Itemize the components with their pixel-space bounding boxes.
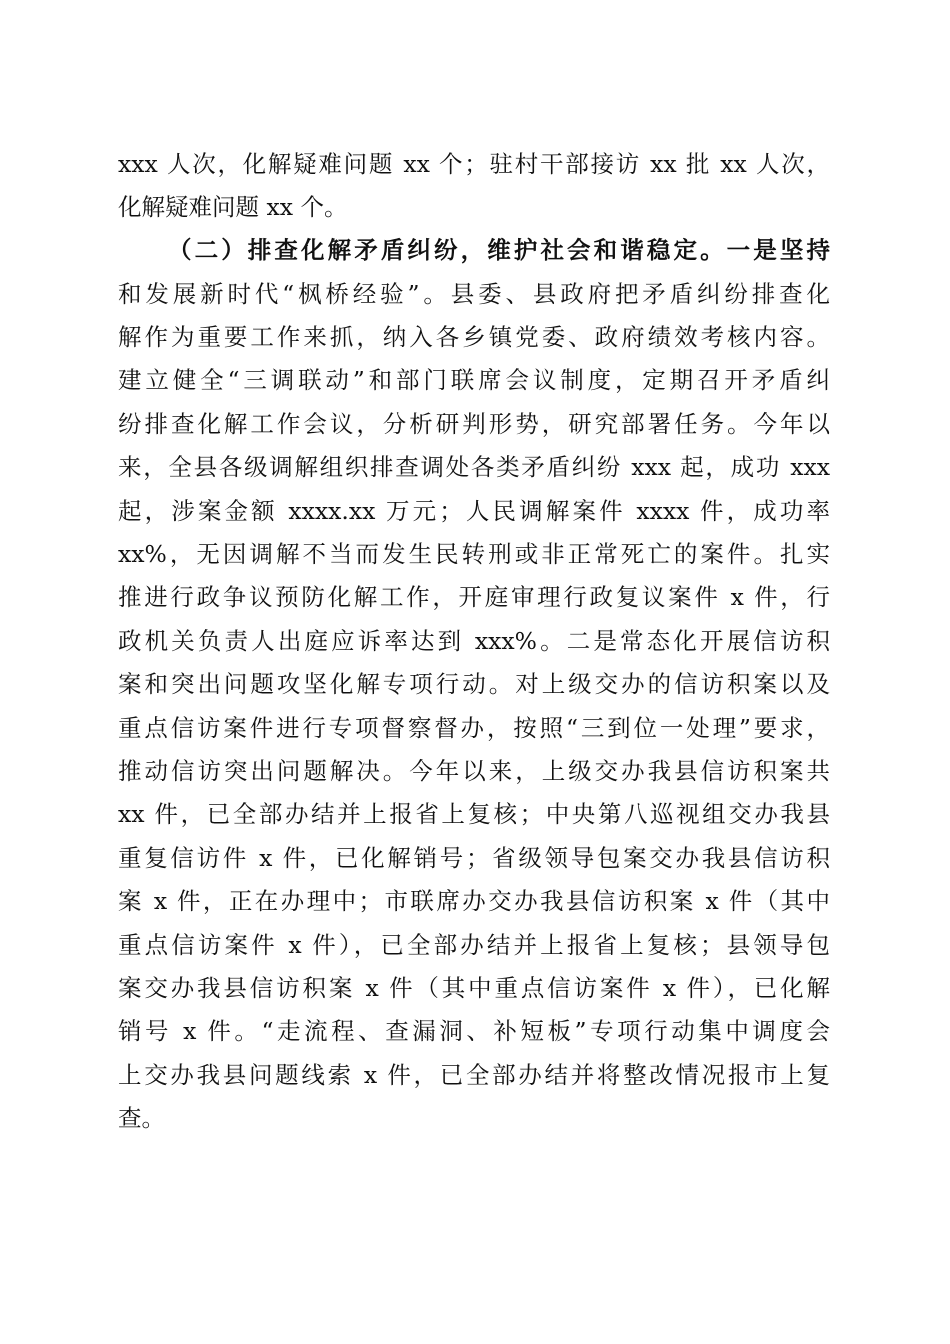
text-line: xx%，无因调解不当而发生民转刑或非正常死亡的案件。扎实 <box>118 540 830 568</box>
text-line: 重点信访案件 x 件），已全部办结并上报省上复核；县领导包 <box>118 931 830 959</box>
text-line: 案 x 件，正在办理中；市联席办交办我县信访积案 x 件（其中 <box>118 887 830 915</box>
text-line: 起，涉案金额 xxxx.xx 万元；人民调解案件 xxxx 件，成功率 <box>118 497 830 525</box>
text-line: 来，全县各级调解组织排查调处各类矛盾纠纷 xxx 起，成功 xxx <box>118 453 830 481</box>
text-line: 纷排查化解工作会议，分析研判形势，研究部署任务。今年以 <box>118 410 830 438</box>
text-line: 查。 <box>118 1104 165 1132</box>
text-line: xxx 人次，化解疑难问题 xx 个；驻村干部接访 xx 批 xx 人次， <box>118 150 830 178</box>
text-line: 推动信访突出问题解决。今年以来，上级交办我县信访积案共 <box>118 757 830 785</box>
text-line: 重复信访件 x 件，已化解销号；省级领导包案交办我县信访积 <box>118 844 830 872</box>
text-line: 解作为重要工作来抓，纳入各乡镇党委、政府绩效考核内容。 <box>118 323 830 351</box>
text-line: 建立健全“三调联动”和部门联席会议制度，定期召开矛盾纠 <box>118 366 830 394</box>
text-line: 重点信访案件进行专项督察督办，按照“三到位一处理”要求， <box>118 714 830 742</box>
text-line: 化解疑难问题 xx 个。 <box>118 193 348 221</box>
section-heading-line: （二）排查化解矛盾纠纷，维护社会和谐稳定。一是坚持 <box>168 236 830 264</box>
text-line: 推进行政争议预防化解工作，开庭审理行政复议案件 x 件，行 <box>118 583 830 611</box>
text-line: 案和突出问题攻坚化解专项行动。对上级交办的信访积案以及 <box>118 670 830 698</box>
text-line: 上交办我县问题线索 x 件，已全部办结并将整改情况报市上复 <box>118 1061 830 1089</box>
text-line: xx 件，已全部办结并上报省上复核；中央第八巡视组交办我县 <box>118 800 830 828</box>
text-line: 政机关负责人出庭应诉率达到 xxx%。二是常态化开展信访积 <box>118 627 830 655</box>
text-line: 和发展新时代“枫桥经验”。县委、县政府把矛盾纠纷排查化 <box>118 280 830 308</box>
text-line: 案交办我县信访积案 x 件（其中重点信访案件 x 件），已化解 <box>118 974 830 1002</box>
text-line: 销号 x 件。“走流程、查漏洞、补短板”专项行动集中调度会 <box>118 1017 830 1045</box>
